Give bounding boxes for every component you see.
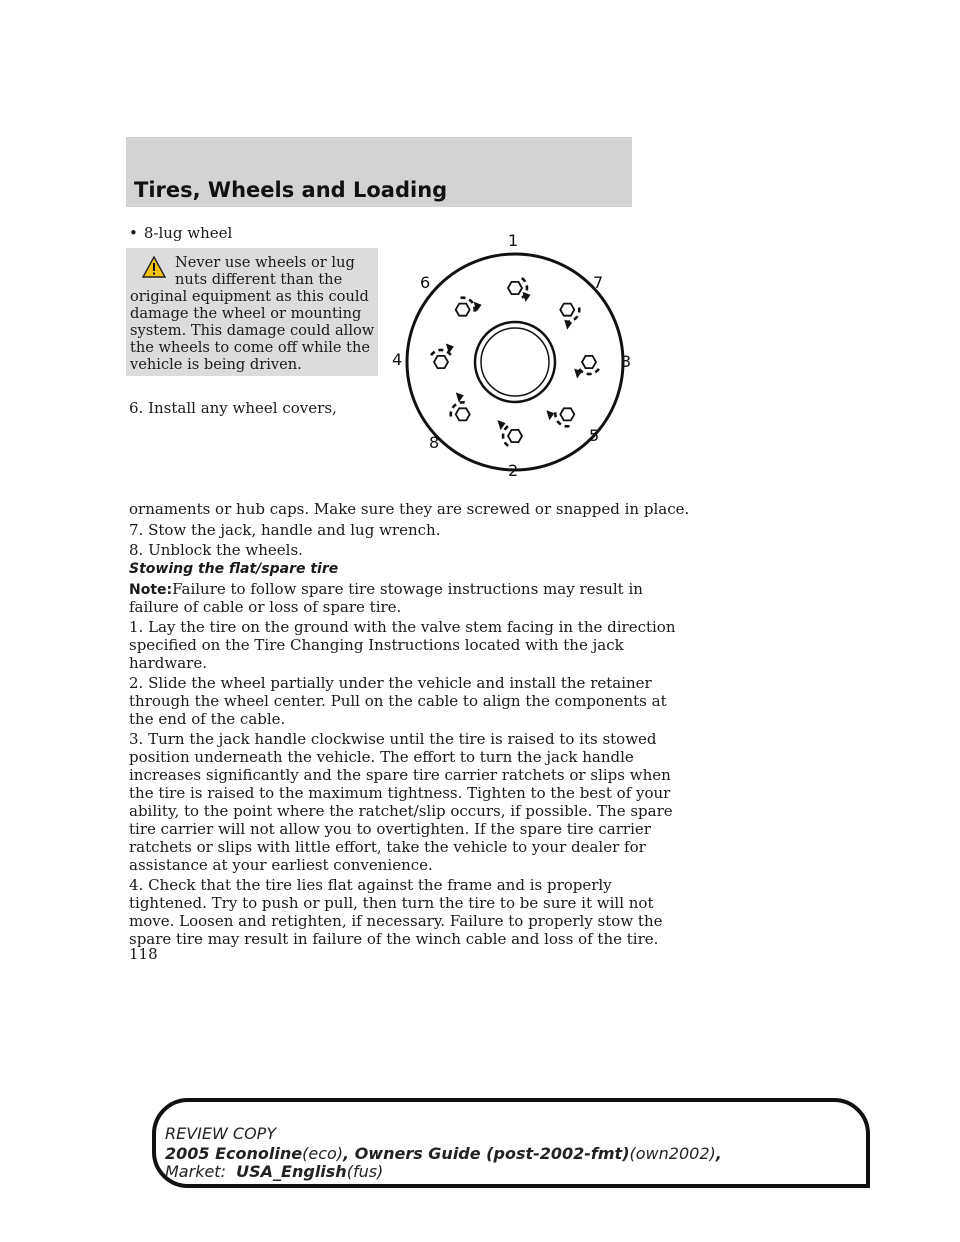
step-3-line: tire carrier will not allow you to overtighten. If the spare tire carrier [129, 820, 651, 838]
step-3-line: the tire is raised to the maximum tightness. Tighten to the best of your [129, 784, 671, 802]
step-2-line: through the wheel center. Pull on the cable to align the components at [129, 692, 667, 710]
footer-model-code: (eco) [302, 1144, 344, 1163]
step-7: 7. Stow the jack, handle and lug wrench. [129, 521, 441, 539]
step-2-line: the end of the cable. [129, 710, 286, 728]
note-label: Note: [129, 582, 173, 598]
step-2-line: 2. Slide the wheel partially under the vehicle and install the retainer [129, 674, 652, 692]
step-1-line: specified on the Tire Changing Instructions located with the jack [129, 636, 624, 654]
step-3-line: 3. Turn the jack handle clockwise until the tire is raised to its stowed [129, 730, 657, 748]
warning-line: nuts different than the [175, 271, 343, 288]
lug-nut-tightening-diagram [384, 222, 644, 482]
subheading-stowing-spare: Stowing the flat/spare tire [129, 561, 339, 577]
warning-line: damage the wheel or mounting [130, 305, 362, 322]
lug-label-3: 3 [621, 352, 632, 371]
footer-document-info [165, 1144, 722, 1163]
note-line [129, 580, 643, 599]
footer-model: 2005 Econoline [165, 1144, 303, 1163]
lug-label-4: 4 [392, 350, 403, 369]
footer-market-value: USA_English [236, 1162, 347, 1181]
lug-nut-icon [456, 298, 482, 316]
lug-label-6: 6 [420, 273, 431, 292]
step-3-line: ratchets or slips with little effort, take the vehicle to your dealer for [129, 838, 646, 856]
lug-nut-icon [498, 420, 523, 446]
step-4-line: move. Loosen and retighten, if necessary. Failure to properly stow the [129, 912, 663, 930]
step-4-line: tightened. Try to push or pull, then turn the tire to be sure it will not [129, 894, 654, 912]
step-6-continued: ornaments or hub caps. Make sure they are screwed or snapped in place. [129, 500, 690, 518]
note-line: failure of cable or loss of spare tire. [129, 598, 402, 616]
lug-nut-icon [508, 278, 531, 302]
step-8: 8. Unblock the wheels. [129, 541, 303, 559]
lug-nut-icon [574, 356, 599, 379]
step-1-line: hardware. [129, 654, 207, 672]
step-3-line: assistance at your earliest convenience. [129, 856, 433, 874]
bullet-item [129, 224, 232, 242]
warning-line: vehicle is being driven. [130, 356, 302, 373]
lug-label-8: 8 [429, 433, 440, 452]
footer-market-code: (fus) [346, 1162, 384, 1181]
lug-label-1: 1 [508, 231, 519, 250]
footer-guide: Owners Guide (post-2002-fmt) [354, 1144, 630, 1163]
footer-market [165, 1162, 383, 1181]
lug-label-7: 7 [593, 273, 604, 292]
footer-sep: , [343, 1144, 355, 1163]
bullet-text: 8-lug wheel [143, 224, 233, 242]
lug-label-5: 5 [589, 426, 600, 445]
footer-market-label: Market: [165, 1162, 226, 1181]
page-number: 118 [129, 945, 158, 963]
warning-box [126, 248, 378, 376]
step-4-line: spare tire may result in failure of the winch cable and loss of the tire. [129, 930, 659, 948]
step-4-line: 4. Check that the tire lies flat against the frame and is properly [129, 876, 612, 894]
section-title: Tires, Wheels and Loading [134, 178, 448, 202]
lug-nuts [431, 278, 599, 446]
lug-label-2: 2 [508, 461, 519, 480]
warning-line: Never use wheels or lug [175, 254, 355, 271]
warning-line: the wheels to come off while the [130, 339, 371, 356]
step-6-start: 6. Install any wheel covers, [129, 399, 337, 417]
warning-line: original equipment as this could [130, 288, 369, 305]
footer-comma: , [715, 1144, 722, 1163]
footer-guide-code: (own2002) [629, 1144, 716, 1163]
footer-review-copy: REVIEW COPY [165, 1124, 277, 1143]
bullet-symbol: • [129, 224, 138, 242]
note-text: Failure to follow spare tire stowage instructions may result in [172, 580, 643, 598]
lug-nut-icon [546, 408, 574, 426]
lug-nut-icon [451, 392, 470, 420]
warning-line: system. This damage could allow [130, 322, 375, 339]
lug-nut-icon [560, 304, 579, 330]
step-3-line: position underneath the vehicle. The effort to turn the jack handle [129, 748, 634, 766]
step-3-line: ability, to the point where the ratchet/slip occurs, if possible. The spare [129, 802, 673, 820]
warning-triangle-icon [142, 256, 166, 278]
lug-nut-icon [431, 344, 454, 369]
step-1-line: 1. Lay the tire on the ground with the valve stem facing in the direction [129, 618, 676, 636]
step-3-line: increases significantly and the spare tire carrier ratchets or slips when [129, 766, 671, 784]
